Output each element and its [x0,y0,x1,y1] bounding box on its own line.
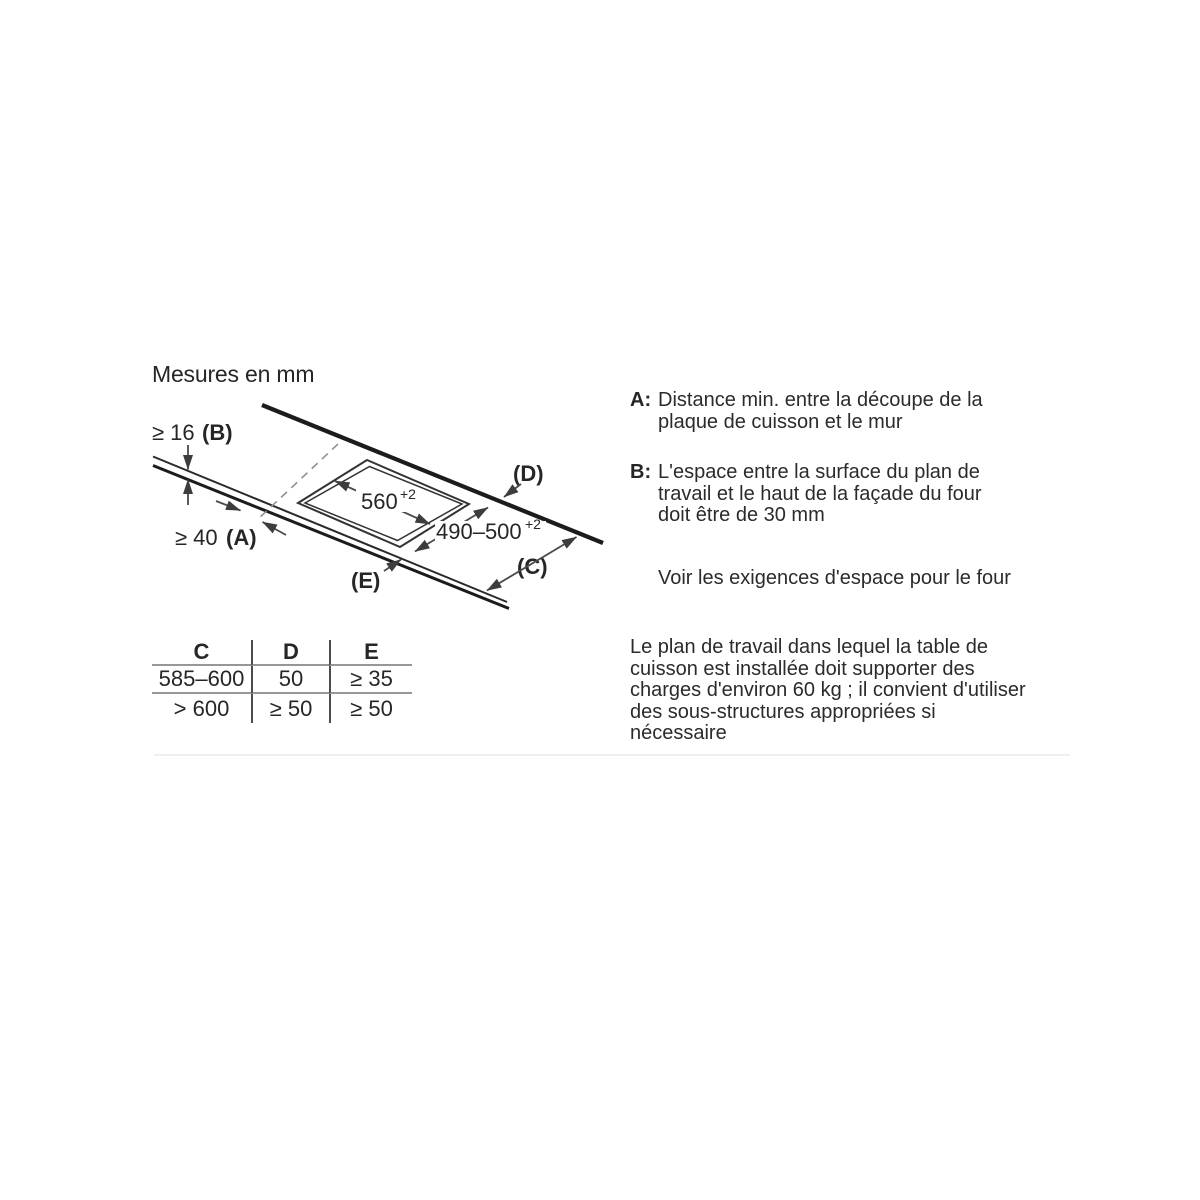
table-cell: > 600 [173,695,230,721]
table-cell: 50 [251,666,329,694]
dim-a-letter: (A) [226,525,257,550]
table-header-c: C [152,640,251,666]
dim-a-arrow-right [263,522,287,535]
label-c-dim-line [487,537,577,591]
note-worktop-load-line: Le plan de travail dans lequel la table de [630,636,989,658]
note-see-also: Voir les exigences d'espace pour le four [658,567,1011,589]
dim-a-arrow-left [216,501,241,511]
note-a-line: plaque de cuisson et le mur [658,410,903,433]
table-header-e: E [329,640,412,666]
image-card-bottom-edge [154,754,1070,756]
dim-b-letter: (B) [202,420,233,445]
note-worktop-load-line: cuisson est installée doit supporter des [630,657,975,680]
dim-a-text: ≥ 40 [175,525,218,550]
note-a-label: A: [630,389,652,411]
note-b-label: B: [630,461,652,483]
note-a-text [658,390,983,433]
note-b-text [658,462,982,527]
label-e: (E) [351,568,381,593]
note-b-line: travail et le haut de la façade du four [658,482,982,505]
table-cell: 585–600 [152,666,251,694]
table-cell: ≥ 50 [329,694,412,723]
dashed-wall-projection [257,444,338,520]
table-cell: ≥ 35 [329,666,412,694]
table-header-d: D [251,640,329,666]
note-worktop-load [630,637,1026,745]
label-d: (D) [513,461,544,486]
page-title: Mesures en mm [152,361,315,387]
note-worktop-load-line: charges d'environ 60 kg ; il convient d'utiliser [630,679,1026,701]
label-c: (C) [517,554,548,579]
note-a-line: Distance min. entre la découpe de la [658,389,983,411]
note-b-line: doit être de 30 mm [658,504,825,526]
dim-560-superscript: +2 [400,486,416,502]
dim-490-500-label: 490–500 [436,519,522,544]
note-worktop-load-line: des sous-structures appropriées si [630,700,936,723]
note-b-line: L'espace entre la surface du plan de [658,461,980,483]
dim-560-label: 560 [361,489,398,514]
dim-490-500-superscript: +2 [525,516,541,532]
dim-b-text: ≥ 16 [152,420,195,445]
table-cell: ≥ 50 [251,694,329,723]
dimension-table [152,640,412,723]
note-worktop-load-line: nécessaire [630,722,727,744]
